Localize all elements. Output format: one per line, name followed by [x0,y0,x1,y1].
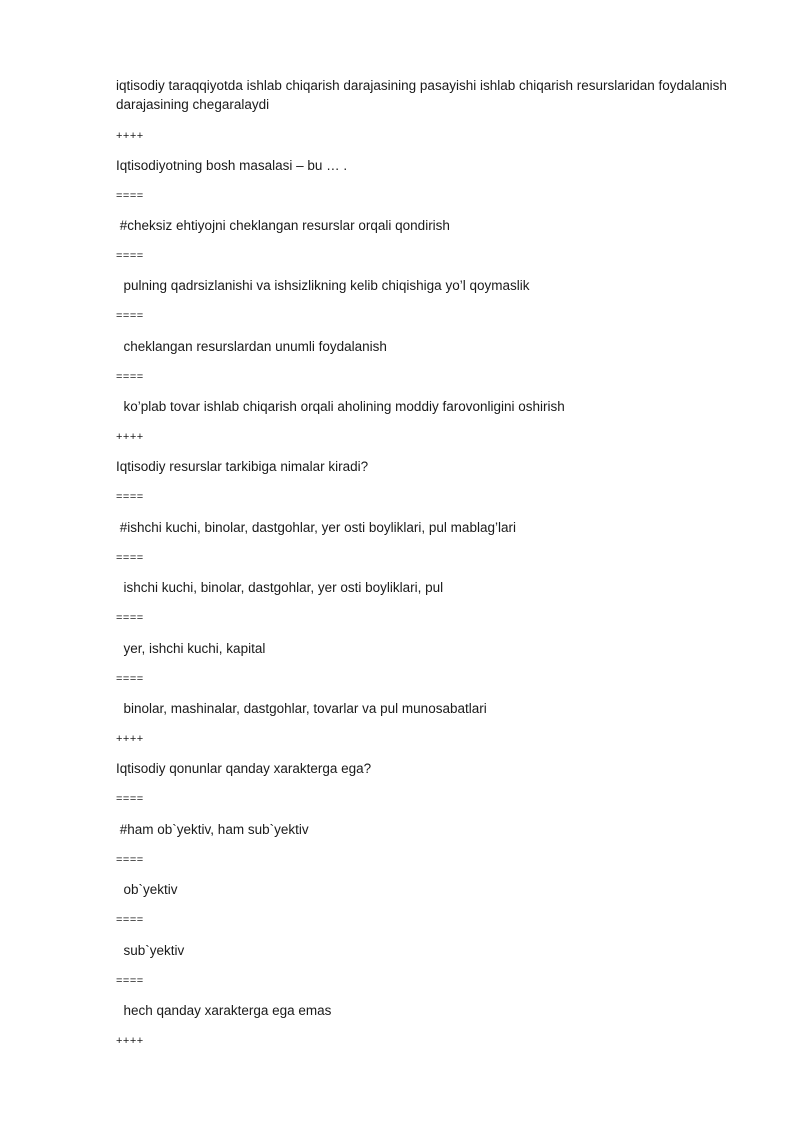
answer-option-text: ob`yektiv [116,882,178,897]
question-separator: ++++ [116,1035,144,1047]
option-separator: ==== [116,190,144,202]
answer-option-text: pulning qadrsizlanishi va ishsizlikning kelib chiqishiga yo’l qoymaslik [116,278,530,293]
question-text: Iqtisodiyotning bosh masalasi – bu … . [116,158,348,173]
answer-option-text: binolar, mashinalar, dastgohlar, tovarlar va pul munosabatlari [116,701,487,716]
option-separator: ==== [116,491,144,503]
option-separator: ==== [116,371,144,383]
correct-answer-option: #ishchi kuchi, binolar, dastgohlar, yer osti boyliklari, pul mablag’lari [116,520,516,535]
correct-answer-option: #ham ob`yektiv, ham sub`yektiv [116,822,309,837]
question-separator: ++++ [116,431,144,443]
question-text: Iqtisodiy resurslar tarkibiga nimalar kiradi? [116,459,369,474]
option-separator: ==== [116,250,144,262]
option-separator: ==== [116,914,144,926]
answer-option-text: ko’plab tovar ishlab chiqarish orqali aholining moddiy farovonligini oshirish [116,399,565,414]
answer-option-text: ishchi kuchi, binolar, dastgohlar, yer osti boyliklari, pul [116,580,444,595]
option-separator: ==== [116,854,144,866]
answer-option-text: yer, ishchi kuchi, kapital [116,641,266,656]
answer-option-text: cheklangan resurslardan unumli foydalanish [116,339,387,354]
correct-answer-option: #cheksiz ehtiyojni cheklangan resurslar orqali qondirish [116,218,450,233]
question-separator: ++++ [116,130,144,142]
question-text: Iqtisodiy qonunlar qanday xarakterga ega? [116,761,372,776]
answer-option-text: sub`yektiv [116,943,185,958]
option-separator: ==== [116,612,144,624]
option-separator: ==== [116,673,144,685]
answer-option-text: iqtisodiy taraqqiyotda ishlab chiqarish darajasining pasayishi ishlab chiqarish resurslaridan foydalanish darajasining chegaralaydi [116,78,727,112]
option-separator: ==== [116,552,144,564]
option-separator: ==== [116,793,144,805]
question-separator: ++++ [116,733,144,745]
option-separator: ==== [116,310,144,322]
answer-option-text: hech qanday xarakterga ega emas [116,1003,332,1018]
option-separator: ==== [116,975,144,987]
